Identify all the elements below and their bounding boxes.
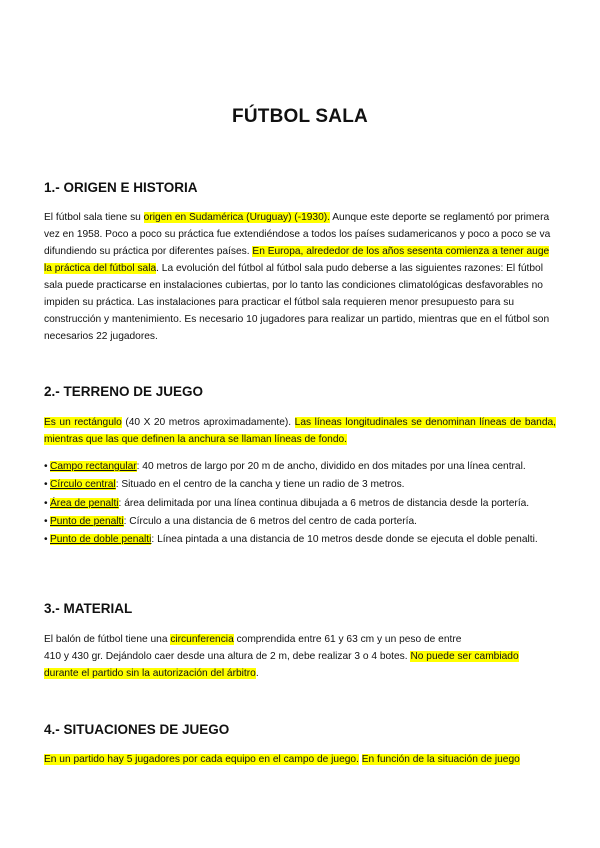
document-title: FÚTBOL SALA: [232, 106, 368, 127]
text-run: .: [255, 668, 259, 679]
highlighted-text: En función de la situación de juego: [361, 754, 520, 765]
bullet-marker: •: [44, 461, 48, 472]
list-item: [44, 476, 556, 494]
text-run: 410 y 430 gr. Dejándolo caer desde una altura de 2 m, debe realizar 3 o 4 botes.: [44, 651, 411, 662]
bullet-marker: •: [44, 479, 48, 491]
bullet-text: : área delimitada por una línea continua dibujada a 6 metros de distancia desde la portería.: [118, 497, 530, 509]
text-run: El balón de fútbol tiene una: [44, 634, 171, 645]
text-run: Aunque este deporte se reglamentó por primera vez en 1958. Poco a poco su práctica fue extendiéndose a todos los países sudamericanos y poco a poco se va difundiendo su práctica por diferentes países.: [44, 212, 551, 257]
text-run: comprendida entre 61 y 63 cm y un peso de entre: [233, 634, 462, 645]
bullet-term: Punto de penalti: [50, 515, 124, 527]
bullet-text: : Situado en el centro de la cancha y tiene un radio de 3 metros.: [115, 479, 405, 491]
section-paragraph-terreno: [44, 414, 556, 448]
section-heading-origen: 1.- ORIGEN E HISTORIA: [44, 180, 198, 195]
text-run: El fútbol sala tiene su: [44, 212, 144, 223]
text-line: [44, 665, 556, 682]
highlighted-text: En Europa, alrededor de los años sesenta comienza a tener auge la práctica del fútbol sala: [44, 246, 550, 274]
list-item: [44, 531, 556, 549]
section-heading-material: 3.- MATERIAL: [44, 601, 133, 616]
bullet-term: Círculo central: [50, 479, 116, 491]
bullet-text: : Línea pintada a una distancia de 10 metros desde donde se ejecuta el doble penalti.: [151, 534, 538, 546]
section-heading-situaciones: 4.- SITUACIONES DE JUEGO: [44, 722, 230, 737]
highlighted-text: No puede ser cambiado: [410, 651, 519, 662]
bullet-term: Área de penalti: [50, 497, 119, 509]
bullet-text: : Círculo a una distancia de 6 metros del centro de cada portería.: [123, 515, 417, 527]
section-heading-terreno: 2.- TERRENO DE JUEGO: [44, 384, 204, 399]
list-item: [44, 458, 556, 476]
terrain-bullet-list: [44, 458, 556, 549]
section-paragraph-material: [44, 631, 556, 682]
list-item: [44, 495, 556, 513]
highlighted-text: origen en Sudamérica (Uruguay) (-1930).: [143, 212, 330, 223]
bullet-marker: •: [44, 515, 48, 527]
bullet-marker: •: [44, 497, 48, 509]
highlighted-text: durante el partido sin la autorización del árbitro: [44, 668, 256, 679]
section-paragraph-situaciones: [44, 751, 556, 768]
highlighted-text: circunferencia: [170, 634, 234, 645]
highlighted-text: En un partido hay 5 jugadores por cada equipo en el campo de juego.: [44, 754, 359, 765]
highlighted-text: Es un rectángulo: [44, 417, 122, 428]
bullet-text: : 40 metros de largo por 20 m de ancho, dividido en dos mitades por una línea central.: [136, 461, 526, 472]
text-line: [44, 751, 556, 768]
text-line: [44, 648, 556, 665]
text-run: . La evolución del fútbol al fútbol sala pudo deberse a las siguientes razones: El fútbol sala puede practicarse en instalaciones cubiertas, por lo tanto las condiciones climatológicas desfavorables no impiden su práctica. Las instalaciones para practicar el fútbol sala requieren menor presupuesto para su construcción y mantenimiento. Es necesario 10 jugadores para realizar un partido, mientras que en el fútbol son necesarios 22 jugadores.: [44, 263, 550, 342]
text-line: [44, 631, 556, 648]
highlighted-text: Las líneas longitudinales se denominan líneas de banda, mientras que las que definen la anchura se llaman líneas de fondo.: [44, 417, 556, 445]
bullet-term: Punto de doble penalti: [50, 534, 152, 546]
list-item: [44, 513, 556, 531]
text-run: (40 X 20 metros aproximadamente).: [121, 417, 295, 428]
section-paragraph-origen: [44, 209, 556, 345]
bullet-marker: •: [44, 534, 48, 546]
bullet-term: Campo rectangular: [50, 461, 137, 472]
